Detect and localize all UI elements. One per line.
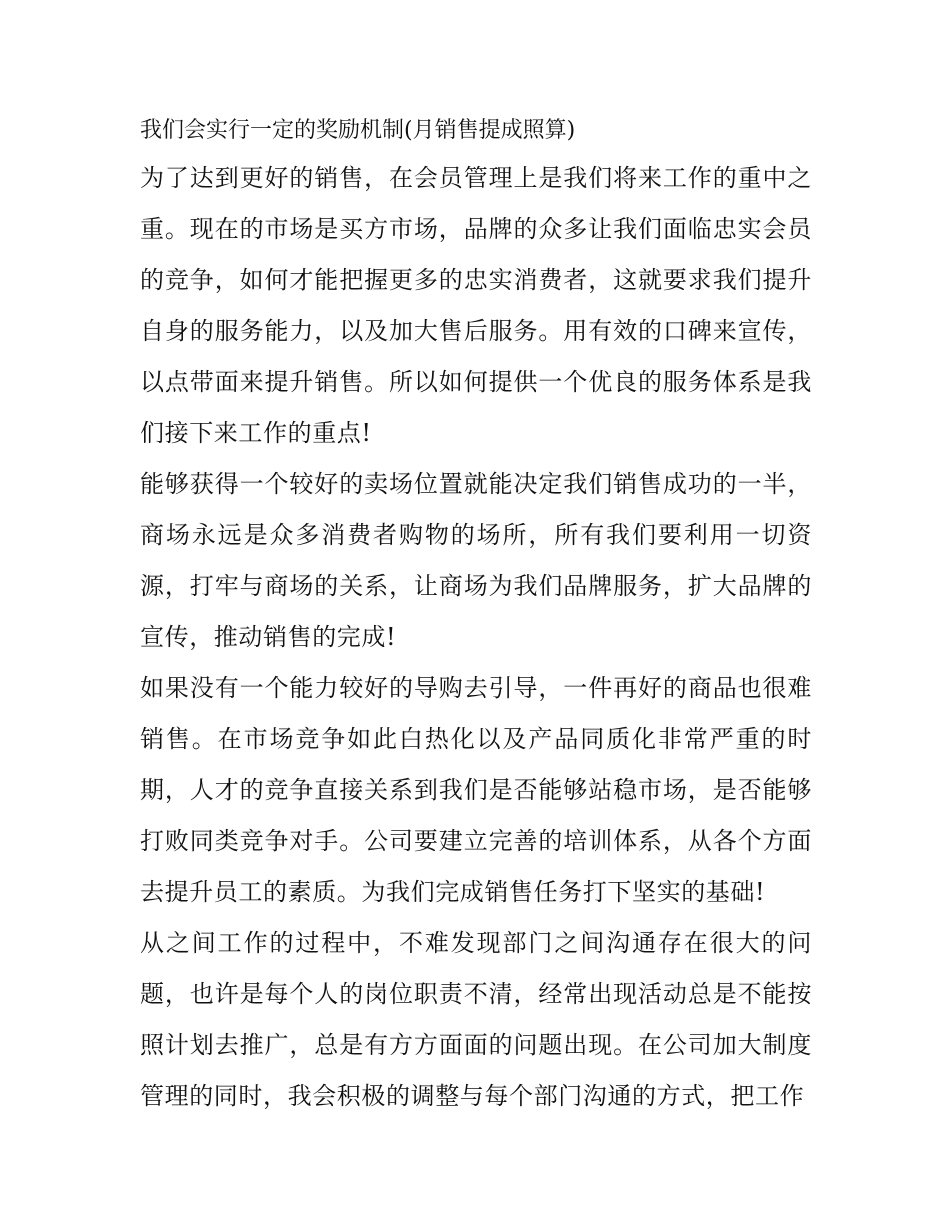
document-heading: 我们会实行一定的奖励机制(月销售提成照算)	[140, 118, 576, 143]
document-body	[140, 109, 812, 1122]
paragraph-staff-training: 如果没有一个能力较好的导购去引导，一件再好的商品也很难销售。在市场竞争如此白热化以及产品同质化非常严重的时期，人才的竞争直接关系到我们是否能够站稳市场，是否能够打败同类竞争对手。公司要建立完善的培训体系，从各个方面去提升员工的素质。为我们完成销售任务打下坚实的基础!	[140, 674, 812, 906]
paragraph-store-location: 能够获得一个较好的卖场位置就能决定我们销售成功的一半，商场永远是众多消费者购物的场所，所有我们要利用一切资源，打牢与商场的关系，让商场为我们品牌服务，扩大品牌的宣传，推动销售的完成!	[140, 470, 812, 651]
paragraph-member-management: 为了达到更好的销售，在会员管理上是我们将来工作的重中之重。现在的市场是买方市场，品牌的众多让我们面临忠实会员的竞争，如何才能把握更多的忠实消费者，这就要求我们提升自身的服务能力，以及加大售后服务。用有效的口碑来宣传，以点带面来提升销售。所以如何提供一个优良的服务体系是我们接下来工作的重点!	[140, 164, 812, 447]
paragraph-department-communication: 从之间工作的过程中，不难发现部门之间沟通存在很大的问题，也许是每个人的岗位职责不清，经常出现活动总是不能按照计划去推广，总是有方方面面的问题出现。在公司加大制度管理的同时，我会积极的调整与每个部门沟通的方式，把工作	[140, 929, 812, 1110]
